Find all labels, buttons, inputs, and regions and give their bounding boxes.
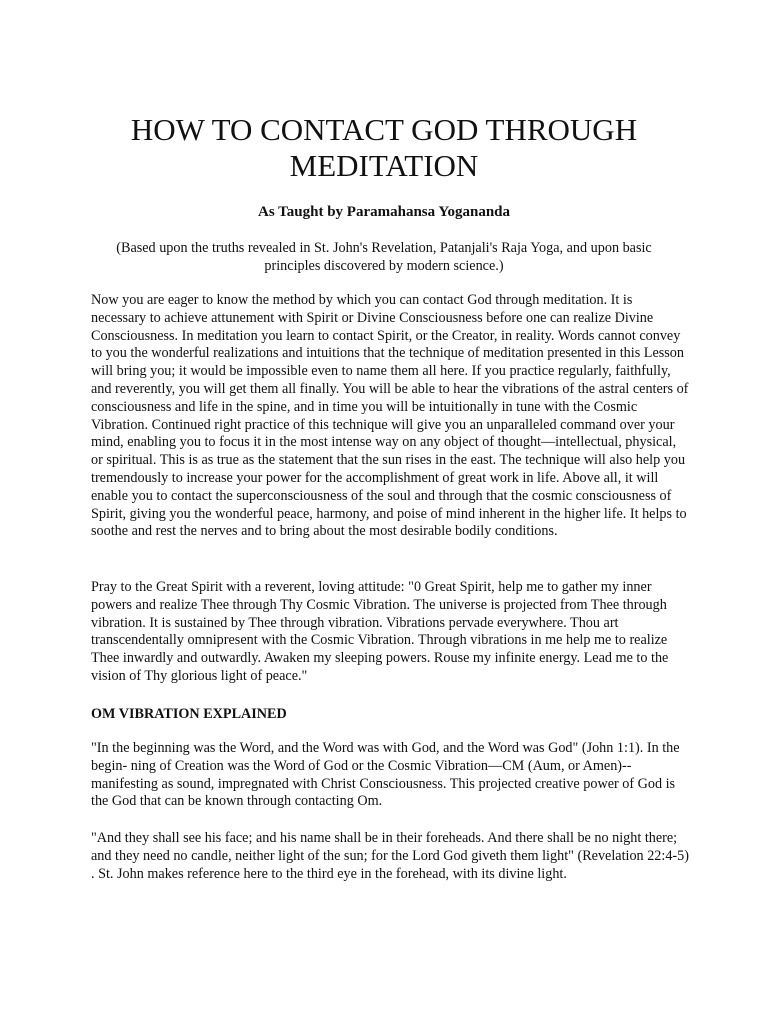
paragraph-intro: Now you are eager to know the method by which you can contact God through meditation. It is necessary to achieve attunement with Spirit or Divine Consciousness before one can realize Divine Consciousness. In meditation you learn to contact Spirit, or the Creator, in reality. Words cannot convey to you the wonderful realizations and intuitions that the technique of meditation presented in this Lesson will bring you; it would be impossible even to name them all here. If you practice regularly, faithfully, and reverently, you will get them all finally. You will be able to hear the vibrations of the astral centers of consciousness and life in the spine, and in time you will be intuitionally in tune with the Cosmic Vibration. Continued right practice of this technique will give you an unparalleled command over your mind, enabling you to focus it in the most intense way on any object of thought—intellectual, physical, or spiritual. This is as true as the statement that the sun rises in the east. The technique will also help you tremendously to increase your power for the accomplishment of great work in life. Above all, it will enable you to contact the superconsciousness of the soul and through that the cosmic consciousness of Spirit, giving you the wonderful peace, harmony, and poise of mind inherent in the higher life. It helps to soothe and rest the nerves and to bring about the most desirable bodily conditions. xyxy=(91,292,689,540)
paragraph-word: "In the beginning was the Word, and the Word was with God, and the Word was God" (John 1:1). In the begin- ning of Creation was the Word of God or the Cosmic Vibration—CM (Aum, or Amen)--manifesting as sound, impregnated with Christ Consciousness. This projected creative power of God is the God that can be known through contacting Om. xyxy=(91,740,680,810)
document-title: HOW TO CONTACT GOD THROUGH MEDITATION xyxy=(130,112,638,183)
document-subtitle: As Taught by Paramahansa Yogananda xyxy=(257,204,511,220)
paragraph-revelation: "And they shall see his face; and his name shall be in their foreheads. And there shall be no night there; and they need no candle, neither light of the sun; for the Lord God giveth them light" (Revelation 22:4-5) . St. John makes reference here to the third eye in the forehead, with its divine light. xyxy=(91,830,689,882)
section-heading: OM VIBRATION EXPLAINED xyxy=(91,706,287,722)
paragraph-prayer: Pray to the Great Spirit with a reverent, loving attitude: "0 Great Spirit, help me to gather my inner powers and realize Thee through Thy Cosmic Vibration. The universe is projected from Thee through vibration. It is sustained by Thee through vibration. Vibrations pervade everywhere. Thou art transcendentally omnipresent with the Cosmic Vibration. Through vibrations in me help me to realize Thee inwardly and outwardly. Awaken my sleeping powers. Rouse my infinite energy. Lead me to the vision of Thy glorious light of peace." xyxy=(91,579,669,684)
document-note: (Based upon the truths revealed in St. John's Revelation, Patanjali's Raja Yoga, and upon basic principles discovered by modern science.) xyxy=(116,240,652,274)
